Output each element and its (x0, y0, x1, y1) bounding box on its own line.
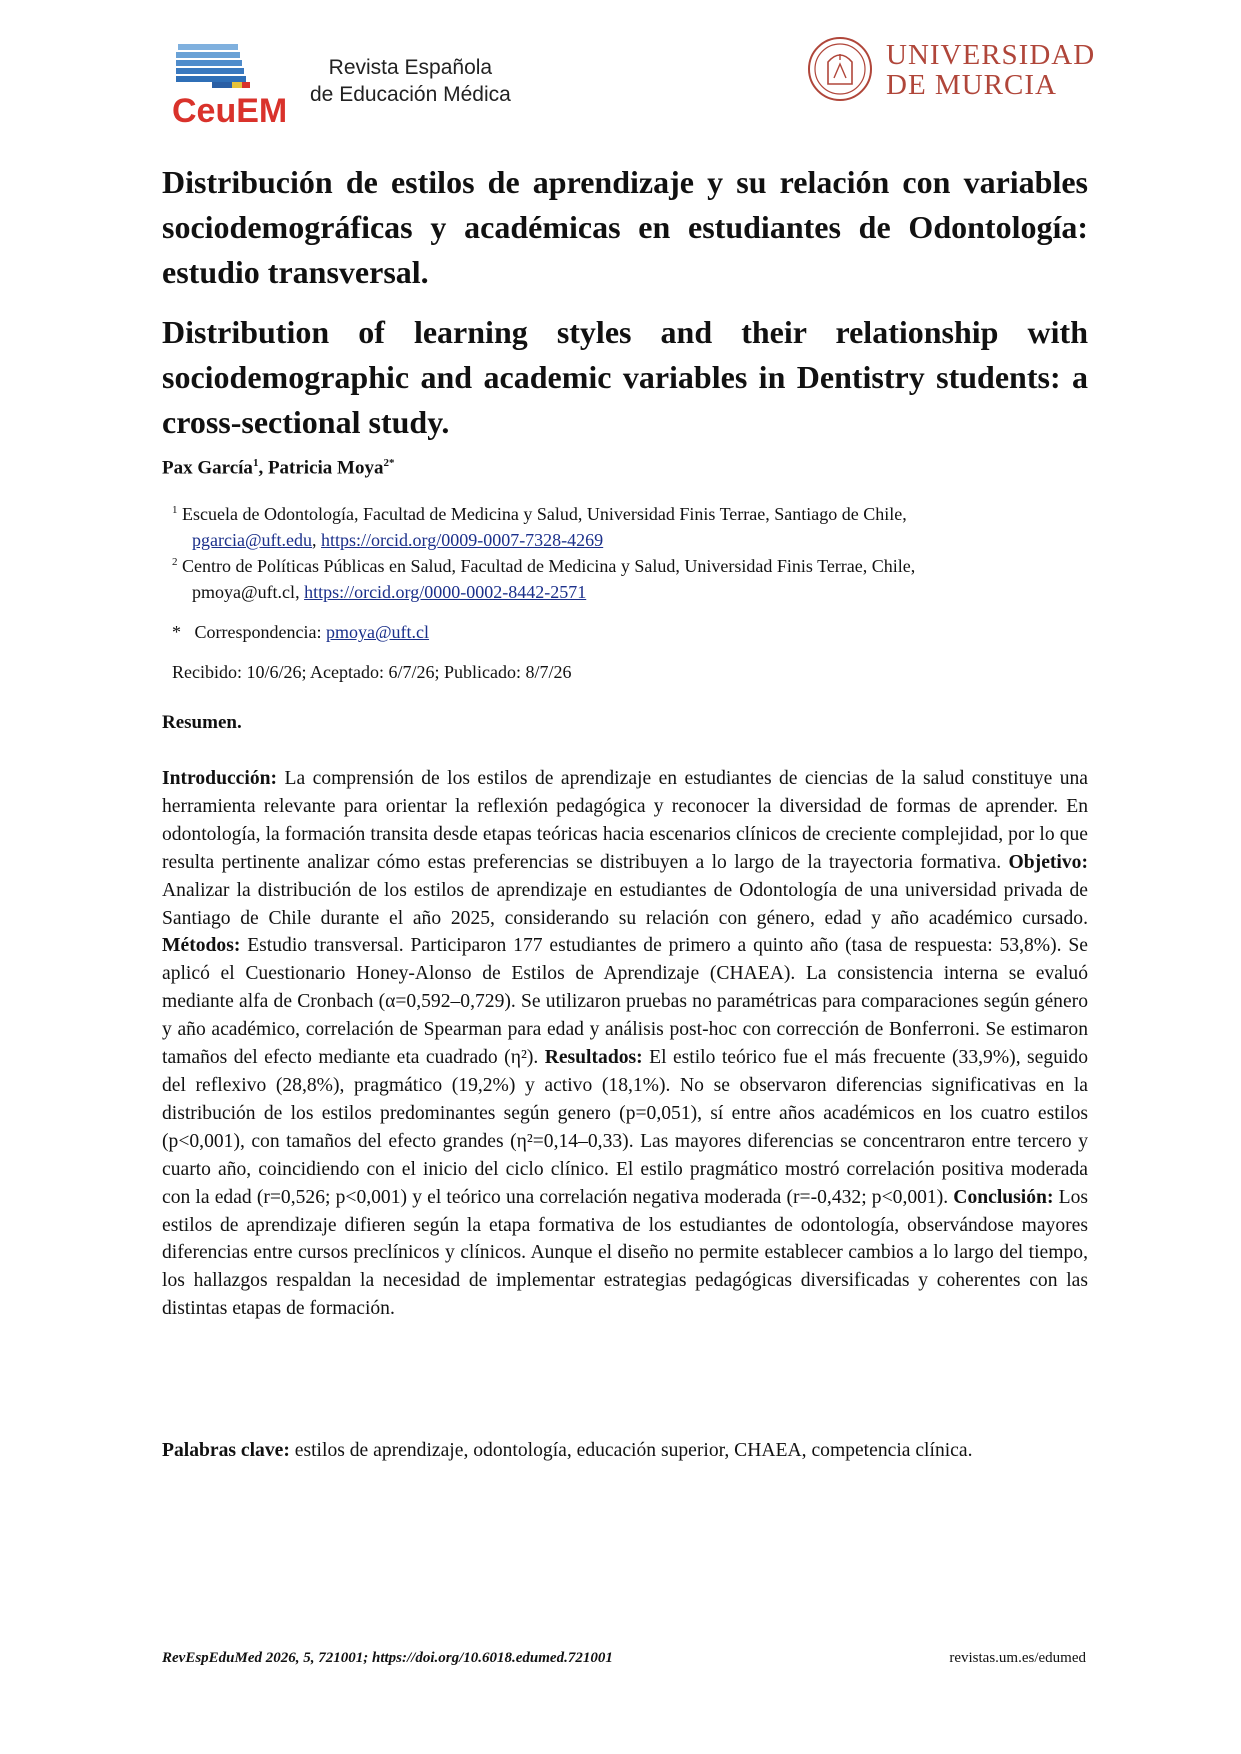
author-separator: , (258, 457, 268, 479)
abstract-methods-text: Estudio transversal. Participaron 177 estudiantes de primero a quinto año (tasa de respuesta: 53,8%). Se aplicó el Cuestionario Honey-Alonso de Estilos de Aprendizaje (CHAEA). La consistencia interna se evaluó mediante alfa de Cronbach (α=0,592–0,729). Se utilizaron pruebas no paramétricas para comparaciones según género y año académico, correlación de Spearman para edad y análisis post-hoc con corrección de Bonferroni. Se estimaron tamaños del efecto mediante eta cuadrado (η²). (162, 935, 1088, 1069)
keywords (162, 1437, 1088, 1465)
affiliation-1 (172, 497, 1072, 553)
university-line-1: UNIVERSIDAD (886, 39, 1096, 71)
correspondence (172, 622, 429, 643)
affiliation-2-separator: , (295, 582, 305, 602)
abstract-methods-label: Métodos: (162, 935, 241, 957)
author-2-name: Patricia Moya (267, 457, 384, 479)
logo-dot-grid (176, 44, 250, 88)
logo-text: CeuEM (172, 92, 287, 128)
keywords-label: Palabras clave: (162, 1440, 290, 1461)
journal-line-1: Revista Española (328, 56, 493, 79)
university-line-2: DE MURCIA (886, 69, 1057, 101)
affiliation-1-number: 1 (172, 504, 178, 516)
author-1-sup: 1 (252, 457, 259, 469)
author-2-sup: 2* (383, 457, 395, 469)
abstract-conclusion-text: Los estilos de aprendizaje difieren según la etapa formativa de los estudiantes de odontología, observándose mayores diferencias entre cursos preclínicos y clínicos. Aunque el diseño no permite establecer cambios a lo largo del tiempo, los hallazgos respaldan la necesidad de implementar estrategias pedagógicas diversificadas y coherentes con las distintas etapas de formación. (162, 1186, 1088, 1320)
footer-citation-text: RevEspEduMed 2026, 5, 721001; https://doi.org/10.6018.edumed.721001 (162, 1650, 613, 1666)
correspondence-label: Correspondencia: (194, 622, 326, 642)
affiliation-1-orcid-link[interactable]: https://orcid.org/0009-0007-7328-4269 (321, 530, 604, 550)
abstract-results-text: El estilo teórico fue el más frecuente (33,9%), seguido del reflexivo (28,8%), pragmático (19,2%) y activo (18,1%). No se observaron diferencias significativas en la distribución de los estilos predominantes según genero (p=0,051), sí entre años académicos en los cuatro estilos (p<0,001), con tamaños del efecto grandes (η²=0,14–0,33). Las mayores diferencias se concentraron entre tercero y cuarto año, coincidiendo con el inicio del ciclo clínico. El estilo pragmático mostró correlación positiva moderada con la edad (r=0,526; p<0,001) y el teórico una correlación negativa moderada (r=-0,432; p<0,001). (162, 1047, 1088, 1208)
affiliation-2 (172, 549, 1072, 605)
affiliation-1-email-link[interactable]: pgarcia@uft.edu (192, 530, 313, 550)
title-english: Distribution of learning styles and their relationship with sociodemographic and academic variables in Dentistry students: a cross-sectional study. (162, 314, 1088, 440)
footer-citation (162, 1650, 613, 1667)
abstract-conclusion-label: Conclusión: (953, 1186, 1054, 1208)
abstract-body (162, 765, 1088, 1323)
affiliation-2-email: pmoya@uft.cl (192, 582, 296, 602)
keywords-text: estilos de aprendizaje, odontología, educación superior, CHAEA, competencia clínica. (289, 1440, 973, 1461)
affiliation-1-text: Escuela de Odontología, Facultad de Medicina y Salud, Universidad Finis Terrae, Santiago de Chile, (177, 504, 907, 524)
title-spanish: Distribución de estilos de aprendizaje y su relación con variables sociodemográficas y académicas en estudiantes de Odontología: estudio transversal. (162, 164, 1088, 290)
abstract-intro-text: La comprensión de los estilos de aprendizaje en estudiantes de ciencias de la salud constituye una herramienta relevante para orientar la reflexión pedagógica y reconocer la diversidad de formas de aprender. En odontología, la formación transita desde etapas teóricas hacia escenarios clínicos de creciente complejidad, por lo que resulta pertinente analizar cómo estas preferencias se distribuyen a lo largo de la trayectoria formativa. (162, 768, 1088, 873)
abstract-objective-text: Analizar la distribución de los estilos de aprendizaje en estudiantes de Odontología de una universidad privada de Santiago de Chile durante el año 2025, considerando su relación con género, edad y año académico cursado. (162, 879, 1088, 929)
abstract-intro-label: Introducción: (162, 768, 278, 789)
author-1-name: Pax García (162, 457, 253, 479)
affiliation-1-separator: , (312, 530, 322, 550)
footer-journal-url[interactable]: revistas.um.es/edumed (949, 1650, 1086, 1666)
publication-dates: Recibido: 10/6/26; Aceptado: 6/7/26; Publicado: 8/7/26 (172, 662, 572, 682)
abstract-heading: Resumen. (162, 712, 242, 733)
affiliation-2-text: Centro de Políticas Públicas en Salud, Facultad de Medicina y Salud, Universidad Finis Terrae, Chile, (177, 556, 916, 576)
correspondence-email-link[interactable]: pmoya@uft.cl (325, 622, 430, 642)
abstract-objective-label: Objetivo: (1008, 851, 1088, 873)
affiliation-2-number: 2 (172, 556, 178, 568)
abstract-results-label: Resultados: (544, 1047, 643, 1069)
authors (162, 457, 394, 479)
ceuem-logo (172, 42, 287, 128)
university-name (886, 40, 1095, 100)
journal-line-2: de Educación Médica (310, 83, 511, 106)
correspondence-star: * (172, 622, 181, 642)
affiliation-2-orcid-link[interactable]: https://orcid.org/0000-0002-8442-2571 (304, 582, 587, 602)
ceuem-logo-graphic (172, 42, 287, 128)
university-seal-icon (804, 34, 880, 104)
journal-name (310, 54, 511, 108)
